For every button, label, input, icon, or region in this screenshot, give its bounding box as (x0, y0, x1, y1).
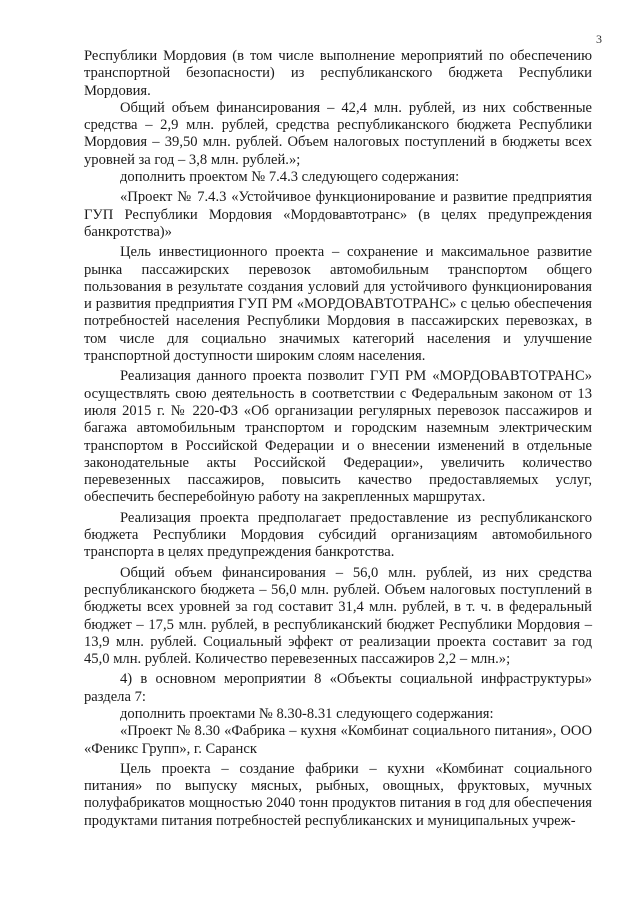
paragraph-9: 4) в основном мероприятии 8 «Объекты социальной инфраструктуры» раздела 7: (84, 671, 592, 705)
paragraph-11: «Проект № 8.30 «Фабрика – кухня «Комбинат социального питания», ООО «Феникс Групп», г. Саранск (84, 723, 592, 757)
paragraph-3: дополнить проектом № 7.4.3 следующего содержания: (120, 169, 460, 186)
paragraph-2: Общий объем финансирования – 42,4 млн. рублей, из них собственные средства – 2,9 млн. рублей, средства республиканского бюджета Республики Мордовия – 39,50 млн. рублей. Объем налоговых поступлений в бюджеты всех уровней за год – 3,8 млн. рублей.»; (84, 99, 592, 168)
paragraph-5: Цель инвестиционного проекта – сохранение и максимальное развитие рынка пассажирских перевозок автомобильным транспортом общего пользования в результате создания условий для устойчивого функционирования и развития предприятия ГУП РМ «МОРДОВАВТОТРАНС» с целью обеспечения потребностей населения Республики Мордовия в пассажирских перевозках, в том числе для социально значимых категорий населения и улучшение транспортной доступности широким слоям населения. (84, 244, 592, 365)
paragraph-4: «Проект № 7.4.3 «Устойчивое функционирование и развитие предприятия ГУП Республики Мордовия «Мордовавтотранс» (в целях предупреждения банкротства)» (84, 189, 592, 240)
paragraph-10: дополнить проектами № 8.30-8.31 следующего содержания: (120, 705, 494, 722)
paragraph-8: Общий объем финансирования – 56,0 млн. рублей, из них средства республиканского бюджета – 56,0 млн. рублей. Объем налоговых поступлений в бюджеты всех уровней за год составит 31,4 млн. рублей, в т. ч. в федеральный бюджет – 17,5 млн. рублей, в республиканский бюджет Республики Мордовия – 13,9 млн. рублей. Социальный эффект от реализации проекта составит за год 45,0 млн. рублей. Количество перевезенных пассажиров 2,2 – млн.»; (84, 564, 592, 668)
paragraph-7: Реализация проекта предполагает предоставление из республиканского бюджета Республики Мордовия субсидий организациям автомобильного транспорта в целях предупреждения банкротства. (84, 509, 592, 561)
paragraph-1: Республики Мордовия (в том числе выполнение мероприятий по обеспечению транспортной безопасности) из республиканского бюджета Республики Мордовия. (84, 48, 592, 99)
page-number: 3 (596, 32, 602, 46)
document-body (84, 48, 592, 830)
paragraph-6: Реализация данного проекта позволит ГУП РМ «МОРДОВАВТОТРАНС» осуществлять свою деятельность в соответствии с Федеральным законом от 13 июля 2015 г. № 220-ФЗ «Об организации регулярных перевозок пассажиров и багажа автомобильным транспортом и городским наземным электрическим транспортом в Российской Федерации и о внесении изменений в отдельные законодательные акты Российской Федерации», увеличить количество перевезенных пассажиров, повысить качество предоставляемых услуг, обеспечить бесперебойную работу на закрепленных маршрутах. (84, 368, 592, 506)
paragraph-12: Цель проекта – создание фабрики – кухни «Комбинат социального питания» по выпуску мясных, рыбных, овощных, фруктовых, мучных полуфабрикатов мощностью 2040 тонн продуктов питания в год для обеспечения продуктами питания потребностей республиканских и муниципальных учреж- (84, 760, 592, 829)
